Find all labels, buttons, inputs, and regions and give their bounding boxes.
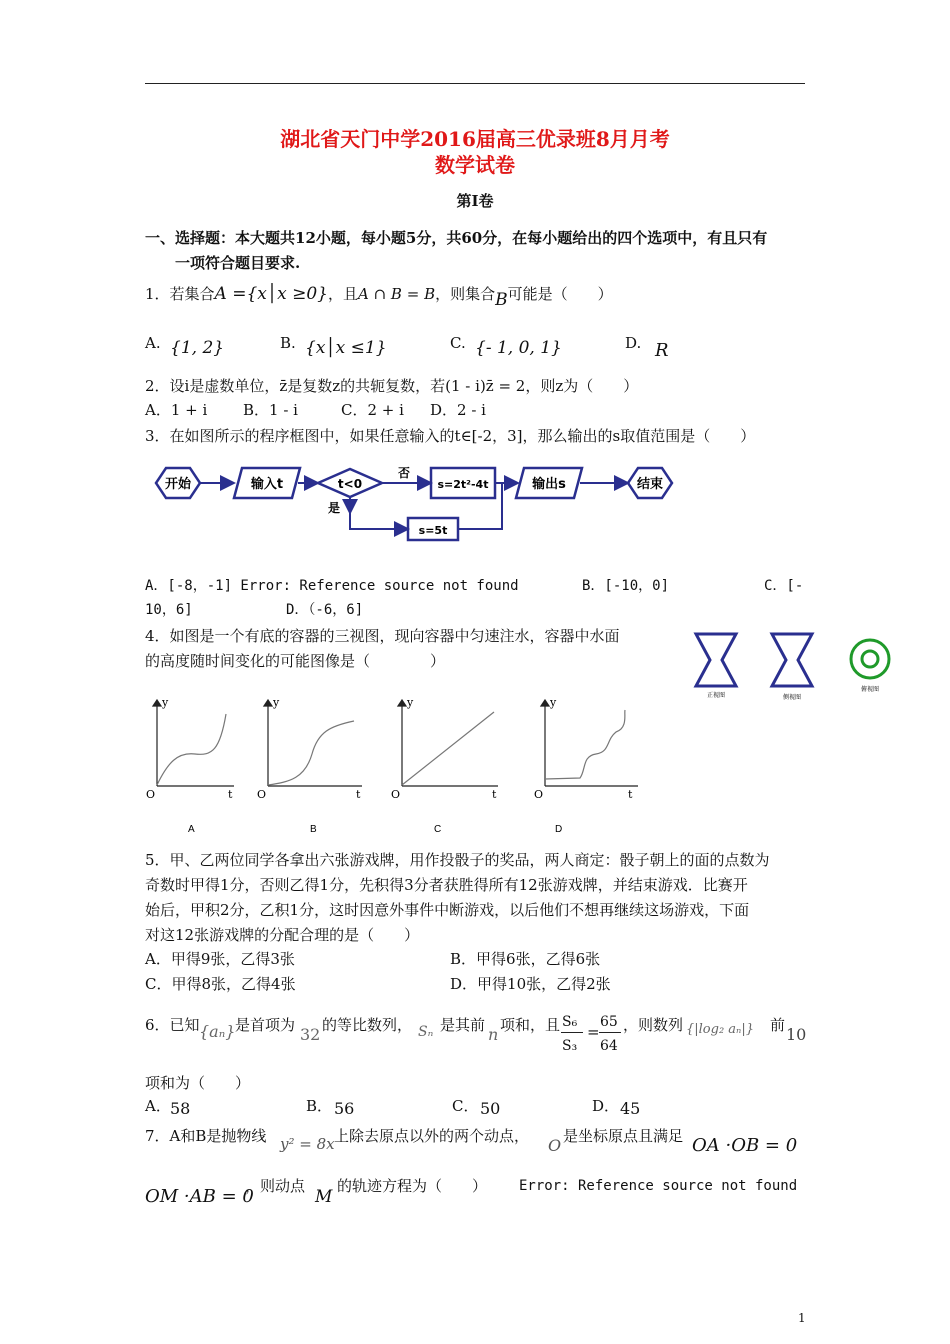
question-1: 1．若集合A ={x│x ≥0}，且A ∩ B = B，则集合B可能是（ ） bbox=[145, 284, 613, 310]
section-heading: 第Ⅰ卷 bbox=[456, 192, 494, 210]
q1-option-b: B. bbox=[280, 334, 296, 352]
q6-n: n bbox=[488, 1025, 499, 1044]
question-7: 7．A和B是抛物线 bbox=[145, 1127, 267, 1145]
q6-frac-s3: S₃ bbox=[562, 1038, 578, 1054]
q6-frac-bar-2 bbox=[599, 1032, 621, 1033]
q6-frac-64: 64 bbox=[600, 1038, 618, 1054]
q6-option-b-value: 56 bbox=[334, 1099, 355, 1118]
question-5: 5．甲、乙两位同学各拿出六张游戏牌，用作投骰子的奖品，两人商定：骰子朝上的面的点数为 bbox=[145, 851, 770, 869]
side-view-label: 侧视图 bbox=[782, 694, 802, 701]
flow-cond: t<0 bbox=[337, 477, 363, 491]
q6-seq-an: {aₙ} bbox=[199, 1022, 236, 1041]
three-views bbox=[690, 628, 900, 703]
q3-option-c: C．[- bbox=[764, 578, 804, 594]
flow-calc-no: s=2t²-4t bbox=[437, 478, 489, 491]
side-view-shape bbox=[772, 634, 812, 686]
flow-start: 开始 bbox=[164, 477, 192, 492]
q6-log-seq: {|log₂ aₙ|} bbox=[686, 1022, 754, 1037]
q7-error-ref: Error: Reference source not found bbox=[519, 1178, 798, 1194]
q7-dot-product-2: OM ·AB = 0 bbox=[145, 1186, 254, 1207]
part1-instructions: 一、选择题：本大题共12小题，每小题5分，共60分，在每小题给出的四个选项中，有且只有 bbox=[145, 229, 768, 247]
q6-text-2: 是首项为 bbox=[235, 1016, 296, 1034]
q3-option-d: D．（-6，6] bbox=[286, 602, 364, 618]
graph-b-curve bbox=[268, 721, 354, 785]
q6-option-b: B． bbox=[306, 1097, 333, 1115]
question-6-cont: 项和为（ ） bbox=[145, 1074, 251, 1092]
q2-option-a: A．1 + i bbox=[145, 401, 208, 419]
page-number: 1 bbox=[798, 1311, 806, 1325]
q1-option-d-value: R bbox=[655, 340, 669, 361]
flow-calc-yes: s=5t bbox=[418, 524, 448, 537]
q5-option-d: D．甲得10张，乙得2张 bbox=[450, 975, 611, 993]
graph-c-origin: O bbox=[391, 788, 401, 801]
q6-first-term: 32 bbox=[300, 1025, 321, 1044]
exam-subtitle: 数学试卷 bbox=[435, 153, 515, 177]
q1-option-a: A. bbox=[145, 334, 161, 352]
front-view-label: 正视图 bbox=[706, 692, 726, 699]
flowchart bbox=[150, 458, 680, 548]
q1-option-d: D. bbox=[625, 334, 642, 352]
q3-option-c-cont: 10，6] bbox=[145, 602, 193, 618]
q6-option-d: D． bbox=[592, 1097, 620, 1115]
graph-b-t: t bbox=[356, 788, 361, 801]
q6-text-6: ，则数列 bbox=[623, 1016, 684, 1034]
q3-option-a: A．[-8，-1] Error: Reference source not found bbox=[145, 578, 519, 594]
flow-no-label: 否 bbox=[397, 466, 411, 480]
q6-option-c: C． bbox=[452, 1097, 479, 1115]
graph-a-label: A bbox=[188, 824, 195, 835]
q6-text-5: 项和，且 bbox=[500, 1016, 561, 1034]
q7-dot-product-1: OA ·OB = 0 bbox=[692, 1135, 798, 1156]
header-rule bbox=[145, 83, 805, 84]
graph-b-y: y bbox=[273, 696, 280, 709]
question-5-l3: 始后，甲积2分，乙积1分，这时因意外事件中断游戏，以后他们不想再继续这场游戏，下面 bbox=[145, 901, 750, 919]
q2-option-b: B．1 - i bbox=[243, 401, 298, 419]
flow-output: 输出s bbox=[532, 477, 566, 492]
q7-text-3: 是坐标原点且满足 bbox=[563, 1127, 684, 1145]
exam-title: 湖北省天门中学2016届高三优录班8月月考 bbox=[280, 127, 670, 151]
q5-option-a: A．甲得9张，乙得3张 bbox=[145, 950, 295, 968]
q6-option-d-value: 45 bbox=[620, 1099, 641, 1118]
graph-d-label: D bbox=[555, 824, 563, 835]
q6-text-4: 是其前 bbox=[440, 1016, 486, 1034]
q6-eq: = bbox=[587, 1023, 600, 1041]
q7-text-5: 的轨迹方程为（ ） bbox=[337, 1177, 488, 1195]
q7-origin: O bbox=[548, 1136, 562, 1155]
q6-option-a-value: 58 bbox=[170, 1099, 191, 1118]
answer-graphs bbox=[140, 690, 650, 840]
q1-option-a-value: {1, 2} bbox=[170, 338, 225, 358]
q1-option-c: C. bbox=[450, 334, 466, 352]
graph-a-origin: O bbox=[146, 788, 156, 801]
graph-a-y: y bbox=[162, 696, 169, 709]
question-5-l2: 奇数时甲得1分，否则乙得1分，先积得3分者获胜得所有12张游戏牌，并结束游戏．比赛开 bbox=[145, 876, 748, 894]
q5-option-c: C．甲得8张，乙得4张 bbox=[145, 975, 296, 993]
part1-instructions-cont: 一项符合题目要求. bbox=[175, 254, 301, 272]
q6-option-c-value: 50 bbox=[480, 1099, 501, 1118]
q7-text-4: ，则动点 bbox=[245, 1177, 306, 1195]
graph-d-curve bbox=[545, 710, 625, 779]
top-view-label: 俯视图 bbox=[860, 686, 880, 693]
front-view-shape bbox=[696, 634, 736, 686]
top-view-outer bbox=[851, 640, 889, 678]
q7-parabola: y² = 8x bbox=[280, 1135, 335, 1153]
q2-option-d: D．2 - i bbox=[430, 401, 486, 419]
graph-d-t: t bbox=[628, 788, 633, 801]
q1-option-b-value: {x│x ≤1} bbox=[305, 338, 387, 358]
q5-option-b: B．甲得6张，乙得6张 bbox=[450, 950, 601, 968]
graph-d-origin: O bbox=[534, 788, 544, 801]
q6-text-3: 的等比数列， bbox=[322, 1016, 413, 1034]
q6-frac-65: 65 bbox=[600, 1014, 618, 1030]
question-2: 2．设i是虚数单位，z̄是复数z的共轭复数，若(1 - i)z̄ = 2，则z为（ ） bbox=[145, 377, 639, 395]
graph-b-label: B bbox=[310, 824, 317, 835]
q6-sn: Sₙ bbox=[418, 1024, 434, 1040]
q7-m: M bbox=[315, 1187, 333, 1207]
top-view-inner bbox=[862, 651, 878, 667]
flow-input: 输入t bbox=[250, 477, 284, 492]
q3-option-b: B．[-10，0] bbox=[582, 578, 670, 594]
q6-frac-bar-1 bbox=[561, 1032, 583, 1033]
q6-text-7: 前 bbox=[770, 1016, 786, 1034]
graph-a-t: t bbox=[228, 788, 233, 801]
question-5-l4: 对这12张游戏牌的分配合理的是（ ） bbox=[145, 926, 420, 944]
question-4-cont: 的高度随时间变化的可能图像是（ ） bbox=[145, 652, 446, 670]
q6-frac-s6: S₆ bbox=[562, 1014, 578, 1030]
graph-c-y: y bbox=[407, 696, 414, 709]
flow-yes-label: 是 bbox=[327, 501, 341, 515]
graph-b-origin: O bbox=[257, 788, 267, 801]
q6-ten: 10 bbox=[786, 1025, 807, 1044]
q2-option-c: C．2 + i bbox=[341, 401, 404, 419]
graph-a-curve bbox=[157, 714, 226, 785]
graph-c-t: t bbox=[492, 788, 497, 801]
question-3: 3．在如图所示的程序框图中，如果任意输入的t∈[-2，3]，那么输出的s取值范围是（ ） bbox=[145, 427, 756, 445]
graph-d-y: y bbox=[550, 696, 557, 709]
flow-end: 结束 bbox=[636, 477, 664, 492]
graph-c-label: C bbox=[434, 824, 442, 835]
q7-text-2: 上除去原点以外的两个动点， bbox=[334, 1127, 530, 1145]
q6-option-a: A． bbox=[145, 1097, 171, 1115]
question-4: 4．如图是一个有底的容器的三视图，现向容器中匀速注水，容器中水面 bbox=[145, 627, 620, 645]
graph-c-curve bbox=[402, 712, 494, 785]
question-6: 6．已知 bbox=[145, 1016, 200, 1034]
q1-option-c-value: {- 1, 0, 1} bbox=[475, 338, 562, 358]
